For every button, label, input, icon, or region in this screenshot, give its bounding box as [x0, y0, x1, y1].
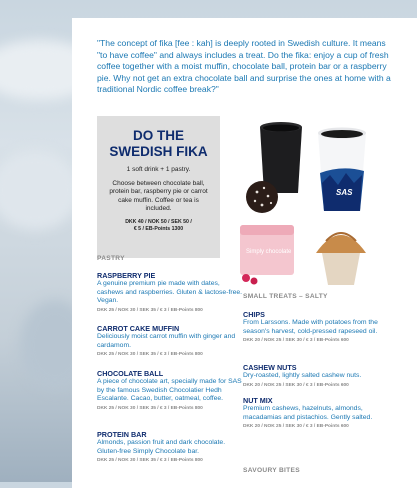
fika-offer-box — [97, 116, 220, 258]
fika-product-photo — [226, 113, 398, 293]
bar-pack-label: Simply chocolate — [246, 249, 292, 255]
menu-item-nut-mix: NUT MIX Premium cashews, hazelnuts, almonds, macadamias and pistachios. Gently salted. DKK 20 / NOK 25 / SEK 30 / € 3 / EB-Points 600 — [243, 396, 373, 430]
section-heading-savoury: SAVOURY BITES — [243, 467, 300, 474]
menu-item-chips: CHIPS From Larssons. Made with potatoes from the season's harvest, cold-pressed rapeseed oil. DKK 20 / NOK 25 / SEK 30 / € 3 / EB-Points 600 — [243, 310, 378, 344]
fika-title: DO THE SWEDISH FIKA — [109, 128, 208, 159]
section-heading-salty: SMALL TREATS – SALTY — [243, 293, 328, 300]
fika-description: Choose between chocolate ball, protein bar, raspberry pie or carrot cake muffin. Coffee or tea is included. — [109, 180, 208, 212]
menu-item-protein-bar: PROTEIN BAR Almonds, passion fruit and dark chocolate. Gluten-free Simply Chocolate bar. DKK 25 / NOK 30 / SEK 35 / € 3 / EB-Points 800 — [97, 430, 226, 464]
fika-quote: "The concept of fika [fee : kah] is deeply rooted in Swedish culture. It means "to have coffee" and always includes a treat. Do the fika: enjoy a cup of fresh coffee together with a moist muffin, chocolate ball, protein bar or a raspberry pie. Why not get an extra chocolate ball and surprise the ones at home with a traditional Nordic coffee break?" — [97, 38, 391, 95]
menu-item-raspberry-pie: RASPBERRY PIE A genuine premium pie made with dates, cashews and raspberries. Gluten & lactose-free. Vegan. DKK 25 / NOK 30 / SEK 35 / € 3 / EB-Points 800 — [97, 271, 243, 313]
fika-subtitle: 1 soft drink + 1 pastry. — [126, 166, 191, 173]
menu-item-cashew-nuts: CASHEW NUTS Dry-roasted, lightly salted cashew nuts. DKK 20 / NOK 25 / SEK 30 / € 3 / EB-Points 600 — [243, 363, 362, 388]
menu-page — [72, 18, 417, 488]
section-heading-pastry: PASTRY — [97, 255, 125, 262]
menu-item-carrot-cake-muffin: CARROT CAKE MUFFIN Deliciously moist carrot muffin with ginger and cardamom. DKK 25 / NOK 30 / SEK 35 / € 3 / EB-Points 800 — [97, 324, 236, 358]
cloud — [0, 150, 80, 230]
cup-brand-label: SAS — [336, 188, 353, 197]
fika-price: DKK 40 / NOK 50 / SEK 50 / € 5 / EB-Points 1300 — [125, 219, 192, 233]
menu-item-chocolate-ball: CHOCOLATE BALL A piece of chocolate art, specially made for SAS by the famous Swedish Chocolatier Hedh Escalante. Cacao, butter, oatmeal, coffee. DKK 25 / NOK 30 / SEK 35 / € 3 / EB-Points 800 — [97, 369, 242, 411]
